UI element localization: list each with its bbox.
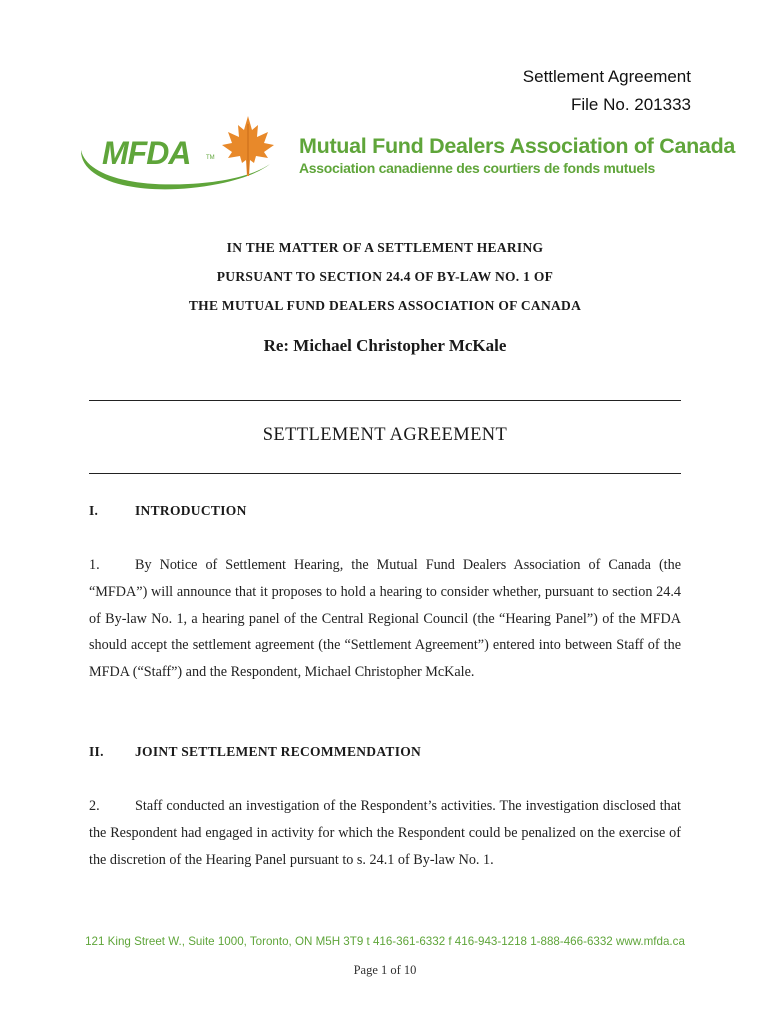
section-heading-introduction [89,503,247,519]
footer-address: 121 King Street W., Suite 1000, Toronto, ON M5H 3T9 t 416-361-6332 f 416-943-1218 1-888-466-6332 www.mfda.ca [85,935,685,948]
org-name-french: Association canadienne des courtiers de fonds mutuels [299,160,655,176]
org-name-english: Mutual Fund Dealers Association of Canada [299,134,736,158]
paragraph-2 [89,793,681,873]
page-number: Page 1 of 10 [353,963,417,977]
document-title: SETTLEMENT AGREEMENT [262,425,508,445]
mfda-logo [78,112,736,198]
section-number: II. [89,744,104,759]
matter-line-3: THE MUTUAL FUND DEALERS ASSOCIATION OF CANADA [188,298,582,313]
document-header [523,63,691,119]
trademark-mark: TM [206,155,215,161]
section-heading-joint-settlement [89,744,421,760]
mfda-wordmark: MFDA [102,135,191,171]
file-number: File No. 201333 [570,95,691,114]
matter-heading [0,233,770,320]
title-divider-bottom [89,473,681,474]
section-number: I. [89,503,99,518]
paragraph-1 [89,552,681,686]
section-title: INTRODUCTION [135,503,247,518]
matter-line-2: PURSUANT TO SECTION 24.4 OF BY-LAW NO. 1 OF [216,269,554,284]
matter-line-1: IN THE MATTER OF A SETTLEMENT HEARING [226,240,544,255]
title-divider-top [89,400,681,401]
paragraph-number: 2. [89,798,100,814]
paragraph-number: 1. [89,557,100,573]
document-type: Settlement Agreement [522,67,691,86]
maple-leaf-icon [222,116,274,176]
paragraph-text: Staff conducted an investigation of the Respondent’s activities. The investigation disclosed that the Respondent had engaged in activity for which the Respondent could be penalized on the exercise of the discretion of the Hearing Panel pursuant to s. 24.1 of By-law No. 1. [89,798,681,868]
respondent-line: Re: Michael Christopher McKale [263,336,507,355]
mfda-logo-mark [78,112,293,198]
paragraph-text: By Notice of Settlement Hearing, the Mutual Fund Dealers Association of Canada (the “MFDA”) will announce that it proposes to hold a hearing to consider whether, pursuant to section 24.4 of By-law No. 1, a hearing panel of the Central Regional Council (the “Hearing Panel”) of the MFDA should accept the settlement agreement (the “Settlement Agreement”) entered into between Staff of the MFDA (“Staff”) and the Respondent, Michael Christopher McKale. [89,557,681,681]
section-title: JOINT SETTLEMENT RECOMMENDATION [135,744,422,759]
